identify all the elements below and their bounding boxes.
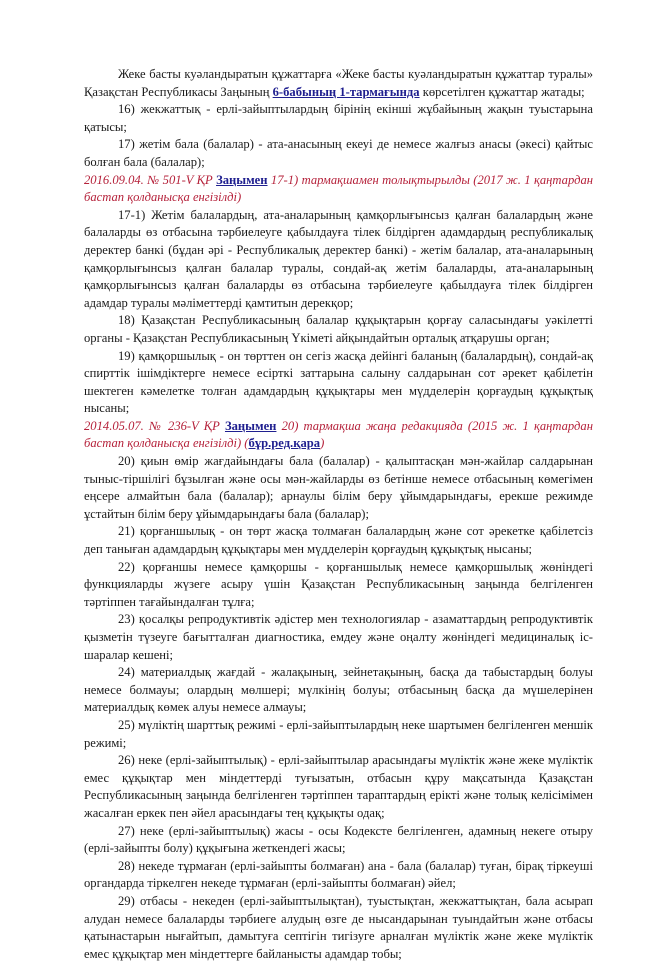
note2-text-after: ) bbox=[320, 436, 325, 451]
note1-text-after: 17-1) тармақшамен толықтырылды (2017 ж. 1 қаңтардан бастап қолданысқа енгізілді) bbox=[84, 172, 593, 205]
note2-text-middle: 20) тармақша жаңа редакцияда (2015 ж. 1 қаңтардан бастап қолданысқа енгізілді) ( bbox=[84, 418, 593, 451]
amendment-note-236-v bbox=[84, 418, 593, 453]
note2-text-before: 2014.05.07. № 236-V ҚР bbox=[84, 418, 225, 433]
note1-text-before: 2016.09.04. № 501-V ҚР bbox=[84, 172, 217, 187]
paragraph-intro bbox=[84, 66, 593, 101]
definition-18: 18) Қазақстан Республикасының балалар құқықтарын қорғау саласындағы уәкілетті органы - Қазақстан Республикасының Үкіметі айқындайтын орталық атқарушы орган; bbox=[84, 313, 593, 345]
definition-25: 25) мүліктің шарттық режимі - ерлі-зайыптылардың неке шартымен белгіленген меншік режимі; bbox=[84, 717, 593, 750]
definition-26: 26) неке (ерлі-зайыптылық) - ерлі-зайыптылар арасындағы мүліктік және жеке мүліктік емес құқықтар мен міндеттерді туғызатын, отбасын құру мақсатында Қазақстан Республикасының заңында белгіленген тәртіппен тараптардың ерікті және толық келісімімен жасалған еркек пен әйел арасындағы тең құқықты одақ; bbox=[84, 753, 593, 820]
article-6-link[interactable]: 6-бабының 1-тармағында bbox=[272, 84, 420, 99]
definition-27: 27) неке (ерлі-зайыптылық) жасы - осы Кодексте белгіленген, адамның некеге отыру (ерлі-зайыпты болу) құқығына жеткендегі жасы; bbox=[84, 823, 593, 856]
intro-text-after: көрсетілген құжаттар жатады; bbox=[419, 84, 585, 99]
definition-23: 23) қосалқы репродуктивтік әдістер мен технологиялар - азаматтардың репродуктивтік қызметін түзеуге бағытталған диагностика, емдеу және оңалту жөніндегі медициналық іс-шаралар кешені; bbox=[84, 612, 593, 662]
definition-20: 20) қиын өмір жағдайындағы бала (балалар) - қалыптасқан мән-жайлар салдарынан тыныс-тіршілігі бұзылған және осы мән-жайларды өз бетінше немесе отбасының көмегімен еңсере алмайтын бала (балалар); арнаулы білім беру ұйымдарындағы, ерекше режимде ұстайтын білім беру ұйымдарындағы бала (балалар); bbox=[84, 454, 593, 521]
previous-edition-link[interactable]: бұр.ред.қара bbox=[248, 436, 321, 451]
definition-21: 21) қорғаншылық - он төрт жасқа толмаған балалардың және сот әрекетке қабілетсіз деп таныған адамдардың құқықтары мен мүдделерін қорғаудың құқықтық нысаны; bbox=[84, 524, 593, 557]
amendment-note-501-v bbox=[84, 172, 593, 207]
definition-19: 19) қамқоршылық - он төрттен он сегіз жасқа дейінгі баланың (балалардың), сондай-ақ спирттік ішімдіктерге немесе есірткі заттарына салыну салдарынан сот әрекет қабілетін шектеген кәмелетке толған адамдардың құқықтары мен мүдделерін қорғаудың құқықтық нысаны; bbox=[84, 348, 593, 416]
definition-17-1: 17-1) Жетім балалардың, ата-аналарының қамқорлығынсыз қалған балалардың және балаларды өз отбасына тәрбиелеуге қабылдауға тілек білдірген адамдардың республикалық деректер банкі (бұдан әрі - Республикалық деректер банкі) - жетім балалар, ата-аналарының қамқорлығынсыз қалған балалар туралы, сондай-ақ жетім балаларды, ата-аналарының қамқорлығынсыз қалған балаларды өз отбасына тәрбиелеуге қабылдауға тілек білдірген адамдар туралы мәліметтерді қамтитын дерекқор; bbox=[84, 207, 593, 310]
definition-17: 17) жетім бала (балалар) - ата-анасының екеуі де немесе жалғыз анасы (әкесі) қайтыс болған бала (балалар); bbox=[84, 137, 593, 169]
intro-text-before: Жеке басты куәландыратын құжаттарға «Жеке басты куәландыратын құжаттар туралы» Қазақстан Республикасы Заңының bbox=[84, 67, 593, 99]
document-page bbox=[84, 66, 593, 963]
definition-28: 28) некеде тұрмаған (ерлі-зайыпты болмаған) ана - бала (балалар) туған, бірақ тіркеуші органдарда тіркелген некеде тұрмаған (ерлі-зайыпты болмаған) әйел; bbox=[84, 858, 593, 891]
definition-24: 24) материалдық жағдай - жалақының, зейнетақының, басқа да табыстардың болуы немесе болмауы; олардың мөлшері; мүлкінің болуы; отбасының басқа да мүшелерінен материалдық көмек алуы немесе алмауы; bbox=[84, 665, 593, 715]
definition-16: 16) жекжаттық - ерлі-зайыптылардың бірінің екінші жұбайының жақын туыстарына қатысы; bbox=[84, 102, 593, 134]
definition-29: 29) отбасы - некеден (ерлі-зайыптылықтан), туыстықтан, жекжаттықтан, бала асырап алудан немесе балаларды тәрбиеге алудың өзге де нысандарынан туындайтын және отбасы қатынастарын нығайтып, дамытуға септігін тигізуге арналған мүліктік және жеке мүліктік емес құқықтар мен міндеттерге байланысты адамдар тобы; bbox=[84, 893, 593, 961]
law-501-v-link[interactable]: Заңымен bbox=[216, 172, 268, 187]
definition-22: 22) қорғаншы немесе қамқоршы - қорғаншылық немесе қамқоршылық жөніндегі функцияларды жүзеге асыру үшін Қазақстан Республикасының заңында белгіленген тәртіппен тағайындалған тұлға; bbox=[84, 559, 593, 609]
law-236-v-link[interactable]: Заңымен bbox=[224, 418, 277, 433]
